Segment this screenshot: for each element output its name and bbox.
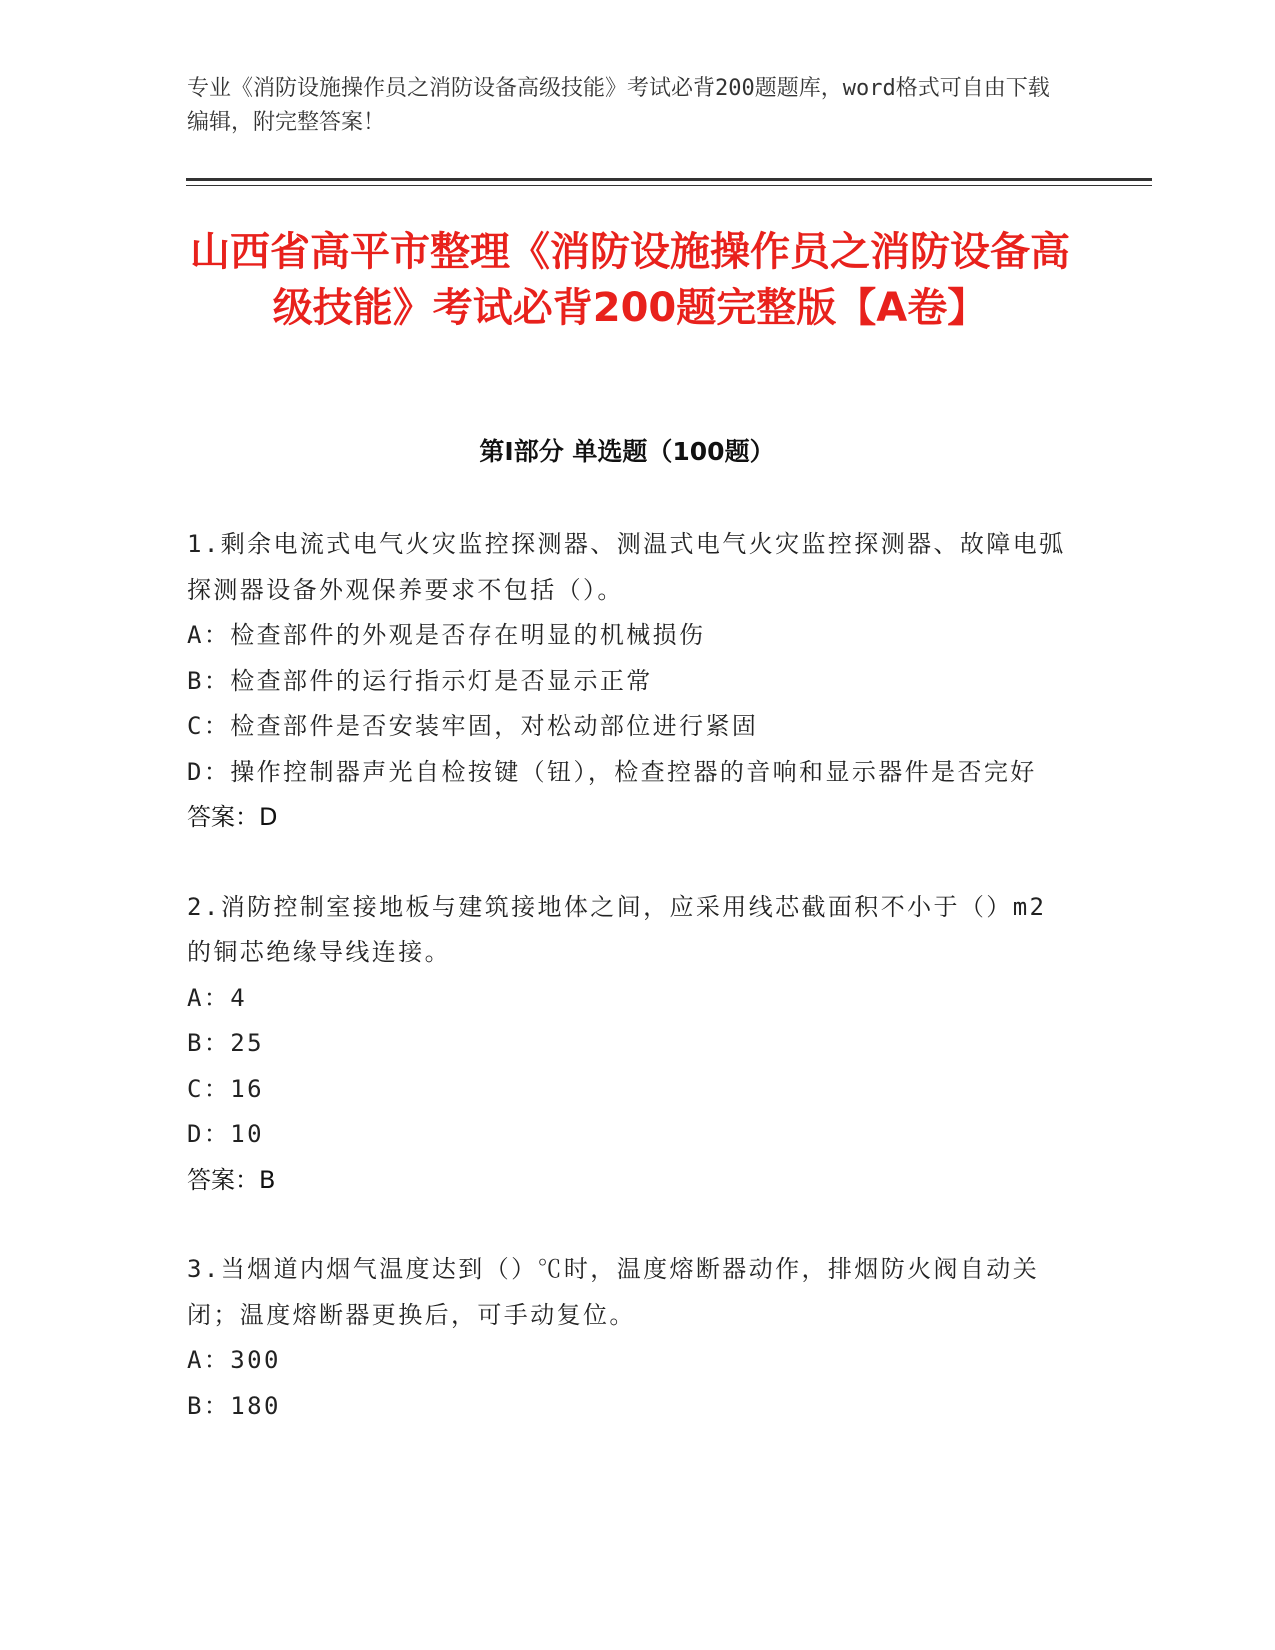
document-title: 山西省高平市整理《消防设施操作员之消防设备高级技能》考试必背200题完整版【A卷】 [190,229,1070,331]
question-text: 2.消防控制室接地板与建筑接地体之间，应采用线芯截面积不小于（）m2的铜芯绝缘导线连接。 [187,892,1047,966]
question-text: 3.当烟道内烟气温度达到（）℃时，温度熔断器动作，排烟防火阀自动关闭；温度熔断器更换后，可手动复位。 [187,1255,1040,1329]
option-c: C：16 [187,1074,264,1103]
option-b: B：25 [187,1029,264,1057]
question-text: 1.剩余电流式电气火灾监控探测器、测温式电气火灾监控探测器、故障电弧探测器设备外观保养要求不包括（）。 [187,530,1066,604]
header-rule-thick [186,178,1152,181]
question-2 [187,885,1067,1204]
option-d: D：10 [187,1120,264,1148]
option-b: B：检查部件的运行指示灯是否显示正常 [187,666,653,695]
header-note: 专业《消防设施操作员之消防设备高级技能》考试必背200题题库，word格式可自由下载编辑，附完整答案！ [187,76,1050,135]
question-3 [187,1247,1067,1429]
question-1 [187,522,1067,841]
header-rule-thin [186,185,1152,186]
option-a: A：300 [187,1346,281,1374]
section-title: 第I部分 单选题（100题） [479,437,775,466]
option-a: A：4 [187,983,248,1012]
question-list [187,522,1067,1473]
option-c: C：检查部件是否安装牢固，对松动部位进行紧固 [187,712,759,740]
option-d: D：操作控制器声光自检按键（钮），检查控器的音响和显示器件是否完好 [187,757,1037,786]
answer: 答案：B [187,1165,276,1194]
answer: 答案：D [187,803,278,831]
option-a: A：检查部件的外观是否存在明显的机械损伤 [187,621,706,649]
option-b: B：180 [187,1391,281,1420]
